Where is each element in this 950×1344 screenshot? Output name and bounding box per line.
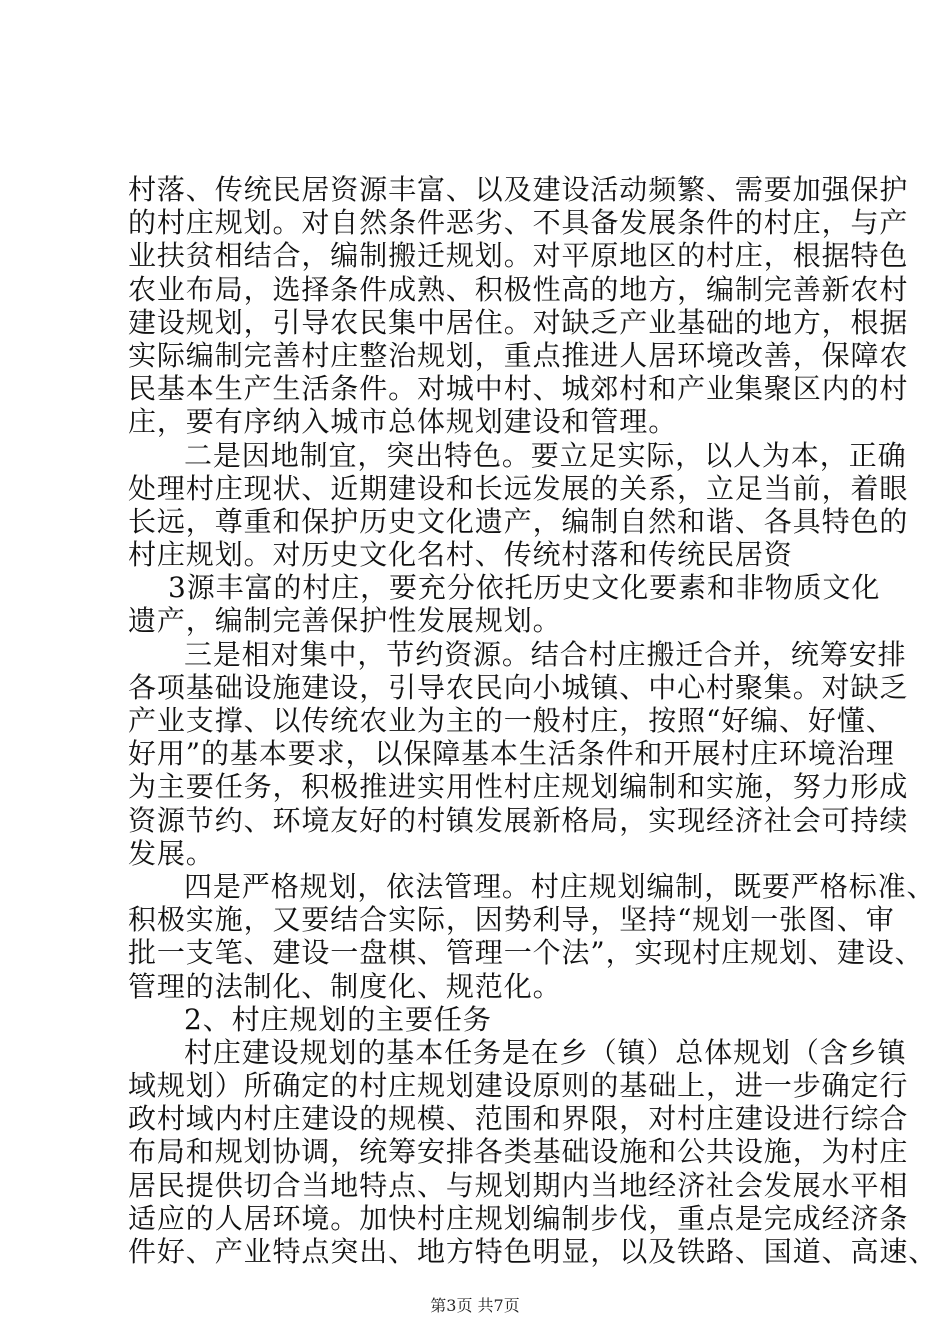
text-line: 积极实施，又要结合实际，因势利导，坚持“规划一张图、审 (128, 903, 895, 936)
text-line: 庄，要有序纳入城市总体规划建设和管理。 (128, 405, 678, 438)
text-line: 3源丰富的村庄，要充分依托历史文化要素和非物质文化 (168, 571, 881, 604)
page-number-footer: 第3页 共7页 (430, 1296, 520, 1315)
text-line: 为主要任务，积极推进实用性村庄规划编制和实施，努力形成 (128, 770, 909, 803)
text-line: 业扶贫相结合，编制搬迁规划。对平原地区的村庄，根据特色 (128, 239, 909, 272)
paragraph-start-line: 四是严格规划，依法管理。村庄规划编制，既要严格标准、 (184, 870, 936, 903)
text-line: 适应的人居环境。加快村庄规划编制步伐，重点是完成经济条 (128, 1202, 909, 1235)
text-line: 的村庄规划。对自然条件恶劣、不具备发展条件的村庄，与产 (128, 206, 909, 239)
text-line: 居民提供切合当地特点、与规划期内当地经济社会发展水平相 (128, 1169, 909, 1202)
text-line: 农业布局，选择条件成熟、积极性高的地方，编制完善新农村 (128, 273, 909, 306)
text-line: 产业支撑、以传统农业为主的一般村庄，按照“好编、好懂、 (128, 704, 895, 737)
text-line: 资源节约、环境友好的村镇发展新格局，实现经济社会可持续 (128, 804, 909, 837)
text-line: 建设规划，引导农民集中居住。对缺乏产业基础的地方，根据 (128, 306, 909, 339)
paragraph-start-line: 村庄建设规划的基本任务是在乡（镇）总体规划（含乡镇 (184, 1036, 907, 1069)
text-line: 遗产，编制完善保护性发展规划。 (128, 604, 562, 637)
text-line: 实际编制完善村庄整治规划，重点推进人居环境改善，保障农 (128, 339, 909, 372)
text-line: 村庄规划。对历史文化名村、传统村落和传统民居资 (128, 538, 793, 571)
text-line: 处理村庄现状、近期建设和长远发展的关系，立足当前，着眼 (128, 472, 909, 505)
text-line: 民基本生产生活条件。对城中村、城郊村和产业集聚区内的村 (128, 372, 909, 405)
paragraph-start-line: 二是因地制宜，突出特色。要立足实际，以人为本，正确 (184, 439, 907, 472)
text-line: 布局和规划协调，统筹安排各类基础设施和公共设施，为村庄 (128, 1135, 909, 1168)
section-heading: 2、村庄规划的主要任务 (184, 1003, 492, 1036)
text-line: 长远，尊重和保护历史文化遗产，编制自然和谐、各具特色的 (128, 505, 909, 538)
text-line: 域规划）所确定的村庄规划建设原则的基础上，进一步确定行 (128, 1069, 909, 1102)
text-line: 好用”的基本要求，以保障基本生活条件和开展村庄环境治理 (128, 737, 895, 770)
text-line: 各项基础设施建设，引导农民向小城镇、中心村聚集。对缺乏 (128, 671, 909, 704)
text-line: 村落、传统民居资源丰富、以及建设活动频繁、需要加强保护 (128, 173, 909, 206)
paragraph-start-line: 三是相对集中，节约资源。结合村庄搬迁合并，统筹安排 (184, 638, 907, 671)
text-line: 批一支笔、建设一盘棋、管理一个法”，实现村庄规划、建设、 (128, 936, 924, 969)
text-line: 政村域内村庄建设的规模、范围和界限，对村庄建设进行综合 (128, 1102, 909, 1135)
text-line: 件好、产业特点突出、地方特色明显，以及铁路、国道、高速、 (128, 1235, 938, 1268)
text-line: 发展。 (128, 837, 215, 870)
text-line: 管理的法制化、制度化、规范化。 (128, 970, 562, 1003)
